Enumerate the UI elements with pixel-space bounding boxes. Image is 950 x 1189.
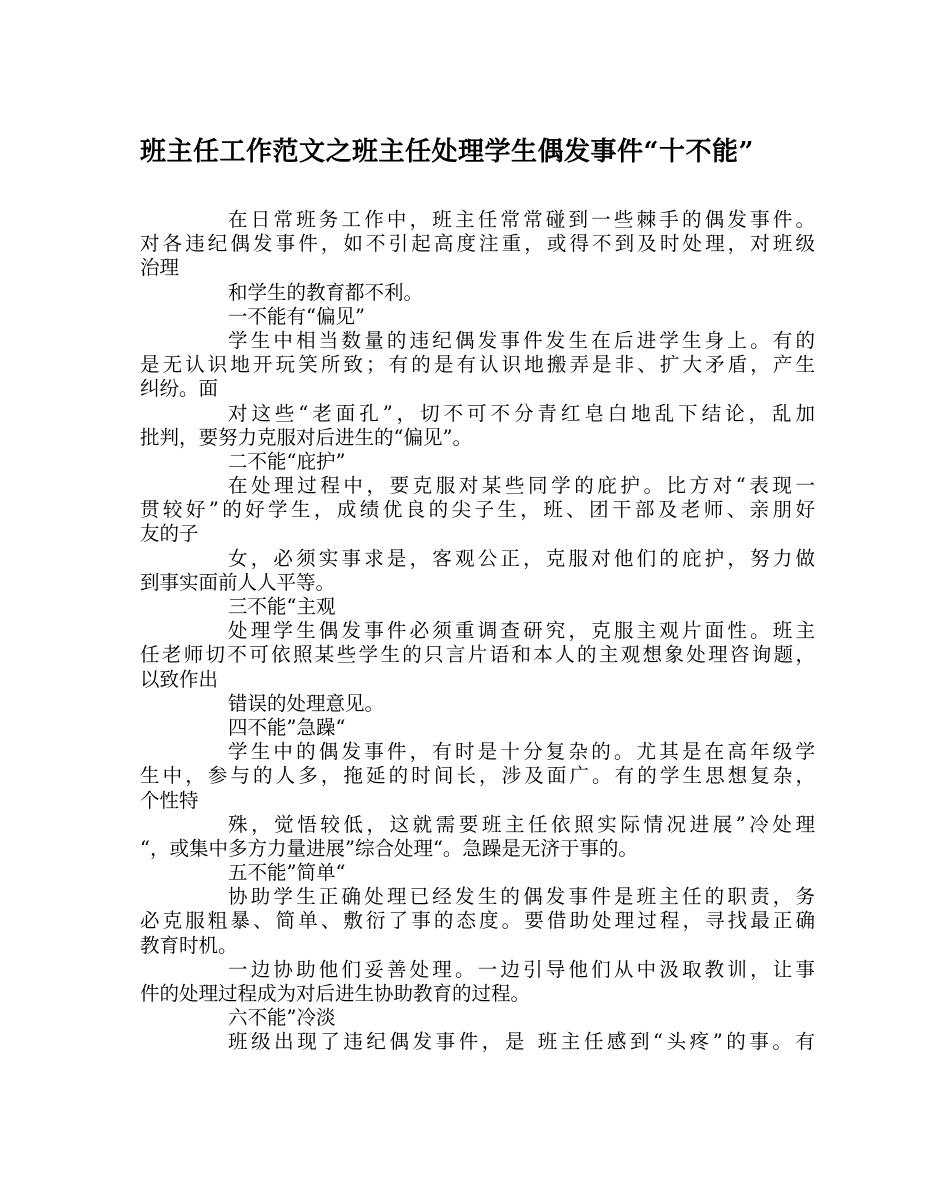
paragraph-line: 处理学生偶发事件必须重调查研究，克服主观片面性。班主 xyxy=(228,619,815,643)
paragraph-line: “，或集中多方力量进展”综合处理“。急躁是无济于事的。 xyxy=(140,836,638,860)
paragraph-line: 以致作出 xyxy=(140,667,219,691)
paragraph-line: 学生中的偶发事件，有时是十分复杂的。尤其是在高年级学 xyxy=(228,740,815,764)
document-body xyxy=(140,208,815,1055)
paragraph-line: 件的处理过程成为对后进生协助教育的过程。 xyxy=(140,982,531,1005)
section-heading: 六不能”冷淡 xyxy=(228,1006,336,1030)
paragraph-line: 教育时机。 xyxy=(140,933,238,957)
section-heading: 二不能“庇护” xyxy=(228,449,346,473)
paragraph-line: 贯较好”的好学生，成绩优良的尖子生，班、团干部及老师、亲朋好 xyxy=(140,498,815,522)
document-title: 班主任工作范文之班主任处理学生偶发事件“十不能” xyxy=(140,137,754,167)
paragraph-line: 在日常班务工作中，班主任常常碰到一些棘手的偶发事件。 xyxy=(228,208,815,231)
paragraph-line: 个性特 xyxy=(140,788,199,812)
paragraph-line: 治理 xyxy=(140,256,180,280)
section-heading: 四不能”急躁“ xyxy=(228,715,346,739)
paragraph-line: 是无认识地开玩笑所致；有的是有认识地搬弄是非、扩大矛盾，产生 xyxy=(140,353,815,377)
paragraph-line: 班级出现了违纪偶发事件，是 班主任感到“头疼”的事。有 xyxy=(228,1030,815,1054)
paragraph-line: 友的子 xyxy=(140,522,199,546)
paragraph-line: 对这些“老面孔”，切不可不分青红皂白地乱下结论，乱加 xyxy=(228,401,815,425)
paragraph-line: 任老师切不可依照某些学生的只言片语和本人的主观想象处理咨询题， xyxy=(140,643,815,667)
paragraph-line: 对各违纪偶发事件，如不引起高度注重，或得不到及时处理，对班级 xyxy=(140,232,815,256)
paragraph-line: 批判，要努力克服对后进生的“偏见”。 xyxy=(140,425,472,449)
section-heading: 三不能“主观 xyxy=(228,595,336,618)
paragraph-line: 在处理过程中，要克服对某些同学的庇护。比方对“表现一 xyxy=(228,474,815,498)
paragraph-line: 纠纷。面 xyxy=(140,377,219,401)
paragraph-line: 一边协助他们妥善处理。一边引导他们从中汲取教训，让事 xyxy=(228,957,815,981)
paragraph-line: 到事实面前人人平等。 xyxy=(140,570,336,594)
paragraph-line: 必克服粗暴、简单、敷衍了事的态度。要借助处理过程，寻找最正确 xyxy=(140,909,815,933)
paragraph-line: 错误的处理意见。 xyxy=(228,691,385,715)
paragraph-line: 协助学生正确处理已经发生的偶发事件是班主任的职责，务 xyxy=(228,885,815,909)
section-heading: 五不能”简单“ xyxy=(228,861,346,885)
paragraph-line: 生中，参与的人多，拖延的时间长，涉及面广。有的学生思想复杂， xyxy=(140,764,815,788)
section-heading: 一不能有“偏见” xyxy=(228,304,365,328)
paragraph-line: 殊，觉悟较低，这就需要班主任依照实际情况进展”冷处理 xyxy=(228,812,815,836)
paragraph-line: 学生中相当数量的违纪偶发事件发生在后进学生身上。有的 xyxy=(228,328,815,352)
paragraph-line: 女，必须实事求是，客观公正，克服对他们的庇护，努力做 xyxy=(228,546,815,570)
paragraph-line: 和学生的教育都不利。 xyxy=(228,280,424,304)
